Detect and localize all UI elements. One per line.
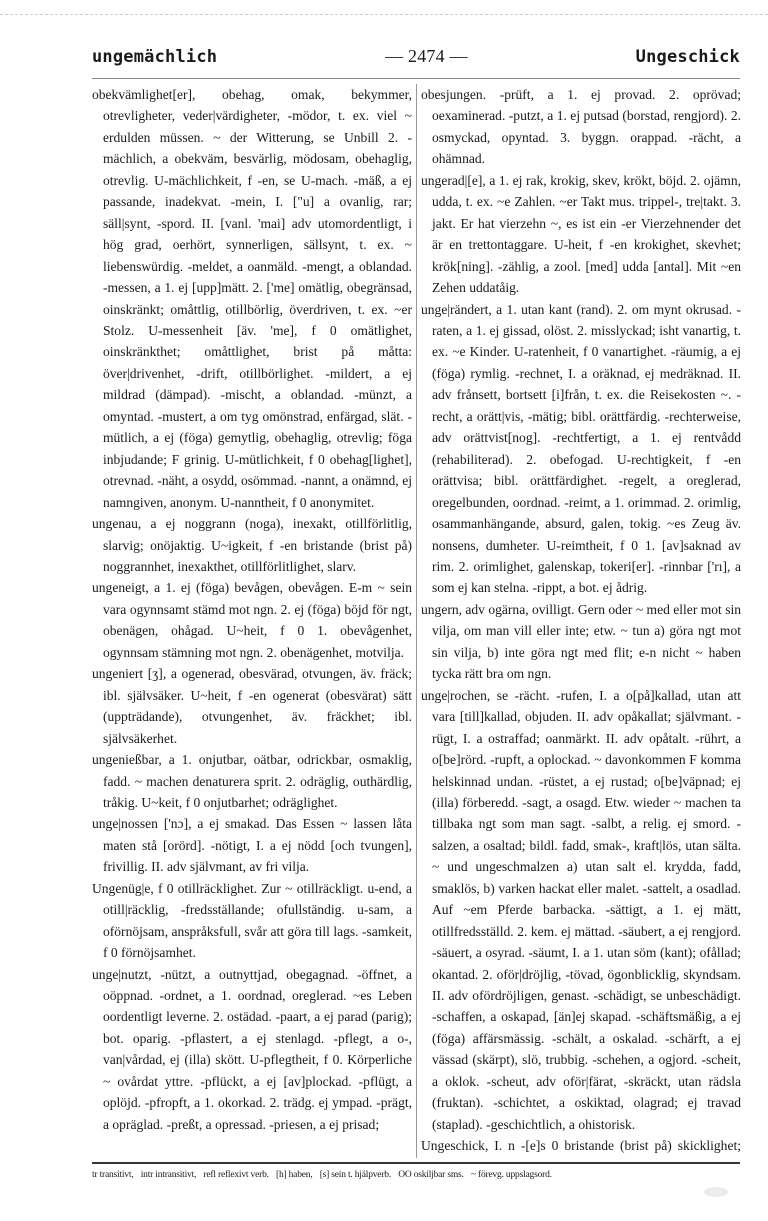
paper-stain [704, 1187, 728, 1197]
legend-item: [h] haben, [275, 1170, 313, 1180]
entry: obekvämlighet[er], obehag, omak, bekymmer, otrevligheter, veder|värdigheter, -mödor, t. ex. viel ~ erdulden müssen. ~ der Witterung, se Unbill 2. -mächlich, a obekväm, besvärlig, mödosam, obehaglig, otrevlig. U-mächlichkeit, f -en, se U-mach. -mäß, a ej passande, inadekvat. -mein, I. ["u] a ovanlig, rar; säll|synt, -spord. II. [vanl. 'mai] adv utomordentligt, i hög grad, oerhört, synnerligen, sällsynt, t. ex. ~ liebenswürdig. -meldet, a oanmäld. -mengt, a oblandad. -messen, a 1. ej [upp]mätt. 2. ['me] omätlig, obegränsad, oinskränkt; omåttlig, otillbörlig, överdriven, t. ex. ~er Stolz. U-messenheit [äv. 'me], f 0 omätlighet, oinskränkthet; omåttlighet, brist på måtta: över|drivenhet, -drift, otillbörlighet. -mildert, a ej mildrad (dämpad). -mischt, a oblandad. -münzt, a omyntad. -mustert, a om tyg omönstrad, enfärgad, slät. -mütlich, a ej (föga) gemytlig, obehaglig, otrevlig; föga inbjudande; F grinig. U-mütlichkeit, f 0 obehag[lighet], otrevnad. -näht, a osydd, osömmad. -nannt, a onämnd, ej namngiven, anonym. U-nanntheit, f 0 anonymitet. [92, 87, 412, 510]
entry: ungern, adv ogärna, ovilligt. Gern oder ~ med eller mot sin vilja, om man vill eller inte; etw. ~ tun a) göra ngt mot sin vilja, b) inte göra ngt med flit; e-n nicht ~ haben tycka rätt bra om ngn. [421, 601, 741, 682]
header-rule [92, 78, 740, 79]
header-right-word: Ungeschick [635, 47, 740, 67]
entry: ungenau, a ej noggrann (noga), inexakt, otillförlitlig, slarvig; onöjaktig. U~igkeit, f -en bristande (brist på) noggrannhet, inexakthet, otillförlitlighet, slarv. [92, 516, 412, 574]
legend-item: [s] sein t. hjälpverb. [319, 1170, 392, 1180]
page-number: — 2474 — [385, 46, 468, 66]
entry: ungeniert [ʒ], a ogenerad, obesvärad, otvungen, äv. fräck; ibl. självsäker. U~heit, f -en ogenerat (obesvärat) sätt (uppträdande), otvungenhet, äv. fräckhet; ibl. självsäkerhet. [92, 666, 412, 746]
abbreviation-legend [92, 1162, 740, 1180]
legend-item: tr transitivt, [92, 1170, 134, 1180]
entry: Ungenüg|e, f 0 otillräcklighet. Zur ~ otillräckligt. u-end, a otill|räcklig, -fredsställande; ofullständig. u-sam, a oförnöjsam, anspråksfull, svår att göra till lags. -samkeit, f 0 förnöjsamhet. [92, 880, 412, 961]
scan-edge [0, 0, 768, 15]
left-column [92, 84, 412, 1158]
entry: Ungeschick, I. n -[e]s 0 bristande (brist på) skicklighet; [421, 1138, 741, 1154]
entry: ungeneigt, a 1. ej (föga) bevågen, obevågen. E-m ~ sein vara ogynnsamt stämd mot ngn. 2. ej (föga) böjd för ngt, obenägen, ohågad. U~heit, f 0 1. obevågenhet, ogynnsam stämning mot ngn. 2. obenägenhet, motvilja. [92, 580, 412, 660]
page-header [92, 46, 740, 74]
right-column [421, 84, 741, 1158]
column-divider [416, 84, 417, 1158]
entry: ungerad|[e], a 1. ej rak, krokig, skev, krökt, böjd. 2. ojämn, udda, t. ex. ~e Zahlen. ~er Takt mus. trippel-, tre|takt. 3. jakt. Er hat vierzehn ~, es ist ein -er Vierzehnender det är en trettontaggare. U-heit, f -en krokighet, skevhet; krök[ning]. -zählig, a zool. [med] udda [antal]. Mit ~en Zehen uddatåig. [421, 172, 741, 296]
entry: unge|nossen ['nɔ], a ej smakad. Das Essen ~ lassen låta maten stå [orörd]. -nötigt, I. a ej nödd [och tvungen], frivillig. II. adv självmant, av fri vilja. [92, 816, 412, 875]
entry: obesjungen. -prüft, a 1. ej provad. 2. oprövad; oexaminerad. -putzt, a 1. ej putsad (borstad, rengjord). 2. osmyckad, opyntad. 3. byggn. orappad. -rächt, a ohämnad. [421, 87, 741, 167]
entry: unge|nutzt, -nützt, a outnyttjad, obegagnad. -öffnet, a oöppnad. -ordnet, a 1. oordnad, oreglerad. ~es Leben oordentligt leverne. 2. ostädad. -paart, a ej parad (parig); bot. oparig. -pflastert, a ej stenlagd. -pflegt, a o-, van|vårdad, ej (illa) skött. U-pflegtheit, f 0. Körperliche ~ ovårdat yttre. -pflückt, a ej [av]plockad. -pflügt, a oplöjd. -pfropft, a 1. okorkad. 2. trädg. ej ympad. -prägt, a opräglad. -preßt, a opressad. -priesen, a ej prisad; [92, 966, 412, 1132]
legend-item: OO oskiljbar sms. [398, 1170, 464, 1180]
legend-item: ~ förevg. uppslagsord. [470, 1170, 552, 1180]
entry: ungenießbar, a 1. onjutbar, oätbar, odrickbar, osmaklig, fadd. ~ machen denaturera sprit. 2. odräglig, outhärdlig, tråkig. U~keit, f 0 onjutbarhet; odräglighet. [92, 752, 412, 810]
entry: unge|rändert, a 1. utan kant (rand). 2. om mynt okrusad. -raten, a 1. ej gissad, olöst. 2. misslyckad; isht vanartig, t. ex. ~e Kinder. U-ratenheit, f 0 vanartighet. -räumig, a ej (föga) rymlig. -rechnet, I. a oräknad, ej medräknad. II. adv frånsett, bortsett [i]från, t. ex. die Reisekosten ~. -recht, a orätt|vis, -mätig; bibl. orättfärdig. -rechterweise, adv orättvist[nog]. -rechtfertigt, a 1. ej rentvådd (rehabiliterad). 2. obefogad. U-rechtigkeit, f -en orättvisa; bibl. orättfärdighet. -regelt, a oreglerad, oregelbunden, oordnad. -reimt, a 1. orimmad. 2. orimlig, osammanhängande, absurd, galen, tokig. ~es Zeug äv. nonsens, dumheter. U-reimtheit, f 0 1. [av]saknad av rim. 2. orimlighet, galenskap, tokeri[er]. -rinnbar ['rı], a som ej kan stelna. -rippt, a bot. ej ådrig. [421, 301, 741, 596]
entry: unge|rochen, se -rächt. -rufen, I. a o[på]kallad, utan att vara [till]kallad, objuden. II. adv opåkallat; självmant. -rügt, I. a ostraffad; oanmärkt. II. adv opåtalt. -rührt, a o[be]rörd. -rupft, a oplockad. ~ davonkommen F komma helskinnad undan. -rüstet, a ej rustad; o[be]väpnad; ej (illa) förberedd. -sagt, a osagd. Etw. wieder ~ machen ta tillbaka ngt som man sagt. -salbt, a relig. ej smord. -salzen, a osaltad; bildl. fadd, smak-, kraft|lös, utan sälta. ~ und ungeschmalzen a) utan salt el. krydda, fadd, smaklös, b) varken hackat eller malet. -sattelt, a osadlad. Auf ~em Pferde barbacka. -sättigt, a 1. ej mätt, otillfredsställd. 2. kem. ej mättad. -säubert, a ej rengjord. -säuert, a osyrad. -säumt, I. a 1. utan söm (kant); ofållad; okantad. 2. oför|dröjlig, -tövad, ögonblicklig, skyndsam. II. adv ofördröjligen, genast. -schädigt, se unbeschädigt. -schaffen, a oskapad, [än]ej skapad. -schäftsmäßig, a ej (föga) affärsmässig. -schält, a oskalad. -schärft, a ej vässad (skärpt), slö, trubbig. -schehen, a ogjord. -scheit, a oklok. -scheut, adv oför|färat, -skräckt, utan rädsla (fruktan). -schichtet, a oskiktad, olagrad; ej travad (staplad). -geschichtlich, a ohistorisk. [421, 687, 741, 1132]
header-left-word: ungemächlich [92, 47, 218, 67]
legend-item: refl reflexivt verb. [203, 1170, 269, 1180]
legend-item: intr intransitivt, [140, 1170, 197, 1180]
